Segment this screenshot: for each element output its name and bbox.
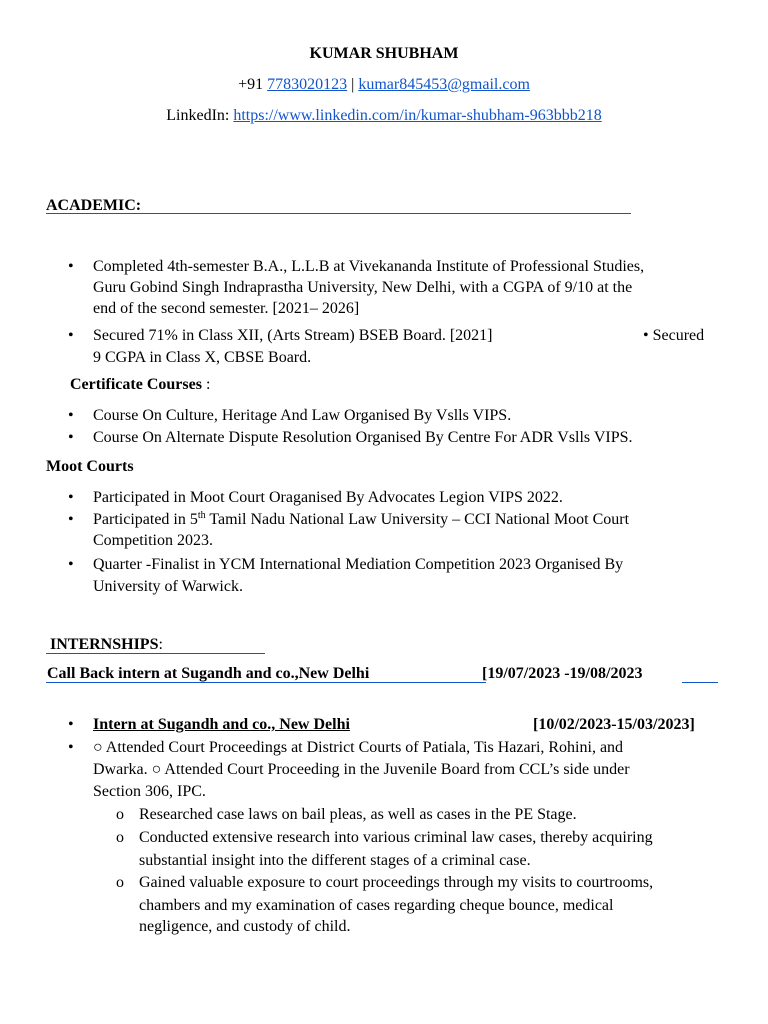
intern-sub-item-3-line-3: negligence, and custody of child. <box>139 918 351 935</box>
bullet-icon: • <box>68 511 74 528</box>
bullet-icon: • <box>68 739 74 756</box>
moot-item-3-line-2: University of Warwick. <box>93 578 243 595</box>
bullet-icon: • <box>68 327 74 344</box>
moot-courts-heading: Moot Courts <box>46 458 134 475</box>
bullet-icon: • <box>68 407 74 424</box>
bullet-icon: • <box>68 258 74 275</box>
sub-bullet-icon: o <box>116 829 124 846</box>
sub-bullet-icon: o <box>116 874 124 891</box>
moot-item-1: Participated in Moot Court Oraganised By Advocates Legion VIPS 2022. <box>93 489 563 506</box>
moot-item-2-sup: th <box>197 510 206 521</box>
contact-line <box>0 74 768 96</box>
internships-heading-text: INTERNSHIPS <box>50 636 159 653</box>
callback-intern-rule-end <box>682 682 718 683</box>
linkedin-line <box>0 105 768 127</box>
certificates-heading-suffix: : <box>201 376 211 393</box>
academic-heading-rule <box>46 213 631 214</box>
intern-sub-item-1: Researched case laws on bail pleas, as well as cases in the PE Stage. <box>139 806 577 823</box>
moot-item-2-pre: Participated in 5 <box>93 511 198 528</box>
academic-item-1-line-1: Completed 4th-semester B.A., L.L.B at Vivekananda Institute of Professional Studies, <box>93 258 645 275</box>
certificates-heading <box>70 374 210 396</box>
callback-intern-title: Call Back intern at Sugandh and co.,New Delhi <box>47 665 370 682</box>
intern-desc-line-2: Dwarka. ○ Attended Court Proceeding in the Juvenile Board from CCL’s side under <box>93 761 630 778</box>
academic-item-3-start: • Secured <box>643 327 705 344</box>
intern-sub-item-2-line-2: substantial insight into the different stages of a criminal case. <box>139 852 531 869</box>
moot-item-3-line-1: Quarter -Finalist in YCM International Mediation Competition 2023 Organised By <box>93 556 624 573</box>
academic-item-1-line-2: Guru Gobind Singh Indraprastha University, New Delhi, with a CGPA of 9/10 at the <box>93 279 633 296</box>
moot-item-2-post: Tamil Nadu National Law University – CCI National Moot Court <box>205 511 630 528</box>
callback-intern-rule <box>46 682 486 683</box>
academic-heading: ACADEMIC: <box>46 197 142 214</box>
intern-sub-item-3-line-2: chambers and my examination of cases regarding cheque bounce, medical <box>139 897 614 914</box>
intern-sub-item-3-line-1: Gained valuable exposure to court proceedings through my visits to courtrooms, <box>139 874 654 891</box>
intern-title: Intern at Sugandh and co., New Delhi <box>93 716 350 733</box>
academic-item-2-line-2: 9 CGPA in Class X, CBSE Board. <box>93 349 312 366</box>
callback-intern-dates: [19/07/2023 -19/08/2023 <box>482 665 643 682</box>
intern-desc-line-1: ○ Attended Court Proceedings at District Courts of Patiala, Tis Hazari, Rohini, and <box>93 739 624 756</box>
moot-item-2-line-2: Competition 2023. <box>93 532 213 549</box>
intern-desc-line-3: Section 306, IPC. <box>93 783 206 800</box>
linkedin-link[interactable]: https://www.linkedin.com/in/kumar-shubham-963bbb218 <box>233 107 602 124</box>
intern-dates: [10/02/2023-15/03/2023] <box>533 716 695 733</box>
contact-separator: | <box>347 76 359 93</box>
sub-bullet-icon: o <box>116 806 124 823</box>
bullet-icon: • <box>68 429 74 446</box>
moot-item-2-line-1 <box>93 509 629 531</box>
internships-heading-rule <box>46 653 265 654</box>
bullet-icon: • <box>68 716 74 733</box>
certificates-heading-text: Certificate Courses <box>70 376 202 393</box>
phone-link[interactable]: 7783020123 <box>267 76 348 93</box>
email-link[interactable]: kumar845453@gmail.com <box>358 76 530 93</box>
bullet-icon: • <box>68 556 74 573</box>
phone-prefix: +91 <box>238 76 268 93</box>
linkedin-label: LinkedIn: <box>166 107 234 124</box>
candidate-name: KUMAR SHUBHAM <box>309 45 459 62</box>
academic-item-2-line-1: Secured 71% in Class XII, (Arts Stream) BSEB Board. [2021] <box>93 327 493 344</box>
bullet-icon: • <box>68 489 74 506</box>
internships-heading-suffix: : <box>158 636 163 653</box>
certificate-item-1: Course On Culture, Heritage And Law Organised By Vslls VIPS. <box>93 407 512 424</box>
intern-sub-item-2-line-1: Conducted extensive research into various criminal law cases, thereby acquiring <box>139 829 653 846</box>
academic-item-1-line-3: end of the second semester. [2021– 2026] <box>93 300 360 317</box>
certificate-item-2: Course On Alternate Dispute Resolution Organised By Centre For ADR Vslls VIPS. <box>93 429 633 446</box>
